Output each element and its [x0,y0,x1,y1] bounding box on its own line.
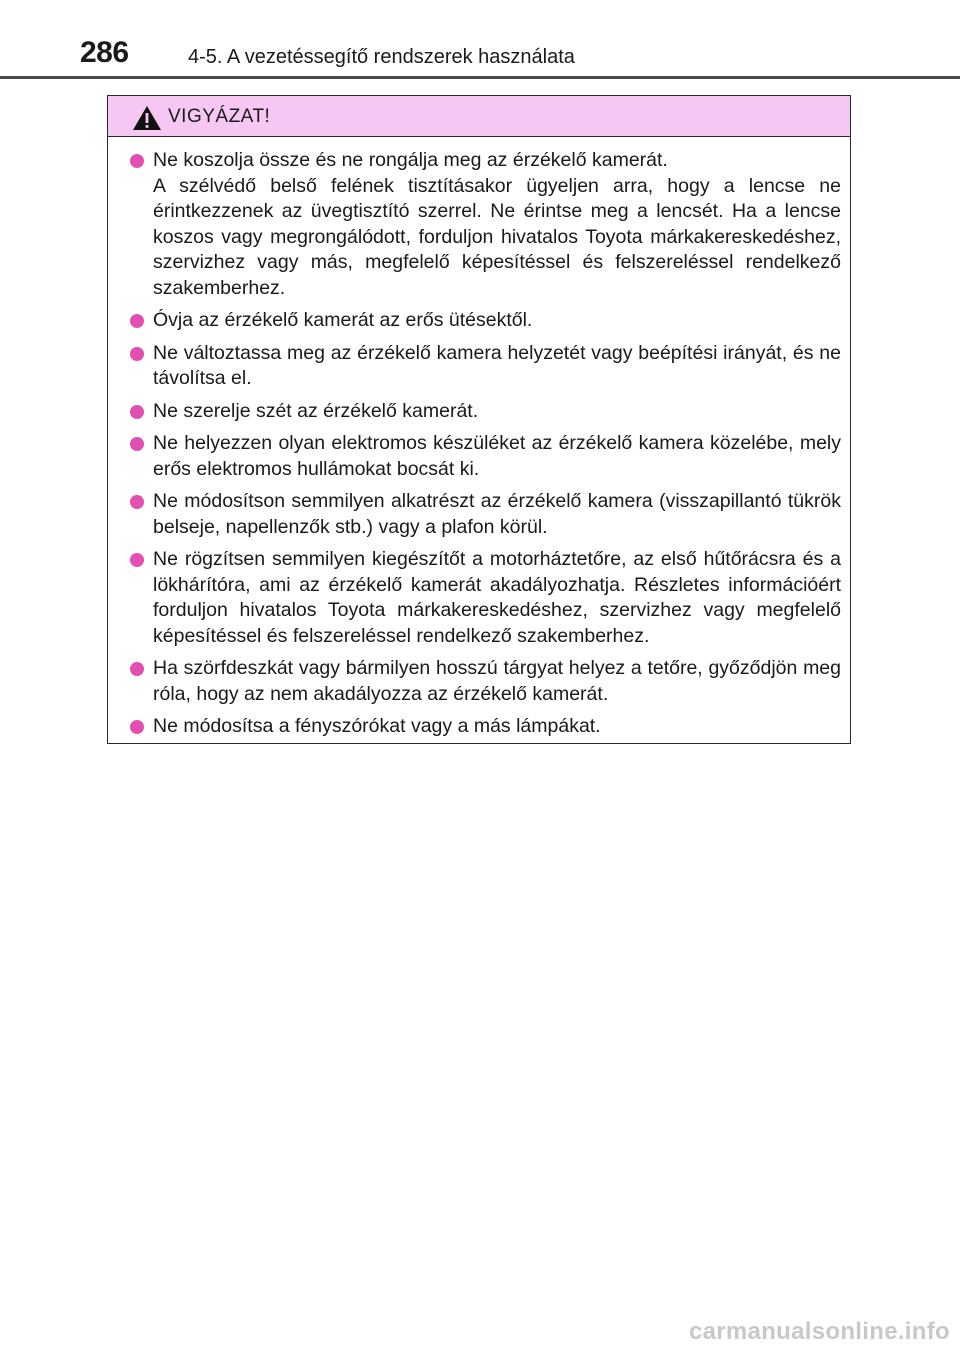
caution-item-text: Ne szerelje szét az érzékelő kamerát. [153,399,479,422]
bullet-dot-icon [130,314,144,328]
bullet-dot-icon [130,720,144,734]
header-divider [0,76,960,79]
page-header [0,0,960,80]
bullet-dot-icon [130,495,144,509]
caution-header [108,96,850,137]
caution-item [130,148,841,301]
caution-item-text: Ne módosítsa a fényszórókat vagy a más lámpákat. [153,715,601,737]
caution-item [130,656,841,707]
caution-item-text: Óvja az érzékelő kamerát az erős ütésektől. [153,309,533,331]
caution-title: VIGYÁZAT! [168,106,271,127]
bullet-dot-icon [130,662,144,676]
caution-item [130,547,841,649]
caution-item [130,308,841,334]
bullet-dot-icon [130,437,144,451]
caution-item-text: Ha szörfdeszkát vagy bármilyen hosszú tárgyat helyez a tetőre, győződjön meg róla, hogy az nem akadályozza az érzékelő kamerát. [153,657,841,705]
bullet-dot-icon [130,154,144,168]
caution-item-text: Ne rögzítsen semmilyen kiegészítőt a motorháztetőre, az első hűtőrácsra és a lökhárítóra, ami az érzékelő kamerát akadályozhatja. Részletes információért forduljon hivatalos Toyota márkakereskedéshez, szervizhez vagy megfelelő képesítéssel és felszereléssel rendelkező szakemberhez. [153,548,841,647]
caution-item [130,431,841,482]
bullet-dot-icon [130,553,144,567]
caution-item-text: Ne helyezzen olyan elektromos készüléket az érzékelő kamera közelébe, mely erős elektromos hullámokat bocsát ki. [153,432,841,480]
caution-item-text: Ne koszolja össze és ne rongálja meg az érzékelő kamerát. A szélvédő belső felének tisztításakor ügyeljen arra, hogy a lencse ne érintkezzenek az üvegtisztító szerrel. Ne érintse meg a lencsét. Ha a lencse koszos vagy megrongálódott, forduljon hivatalos Toyota márkakereskedéshez, szervizhez vagy más, megfelelő képesítéssel és felszereléssel rendelkező szakemberhez. [153,149,841,299]
caution-item-text: Ne változtassa meg az érzékelő kamera helyzetét vagy beépítési irányát, és ne távolítsa el. [153,341,841,389]
caution-item-text: Ne módosítson semmilyen alkatrészt az érzékelő kamera (visszapillantó tükrök belseje, napellenzők stb.) vagy a plafon körül. [153,490,841,538]
bullet-dot-icon [130,405,144,419]
caution-box [107,95,851,744]
caution-item [130,489,841,540]
section-title: 4-5. A vezetéssegítő rendszerek használata [188,46,575,68]
caution-body [108,137,850,740]
caution-item [130,341,841,392]
caution-item [130,399,841,425]
caution-item [130,714,841,740]
bullet-dot-icon [130,347,144,361]
page-number: 286 [80,36,129,69]
watermark: carmanualsonline.info [688,1318,950,1345]
warning-triangle-icon [132,105,162,131]
